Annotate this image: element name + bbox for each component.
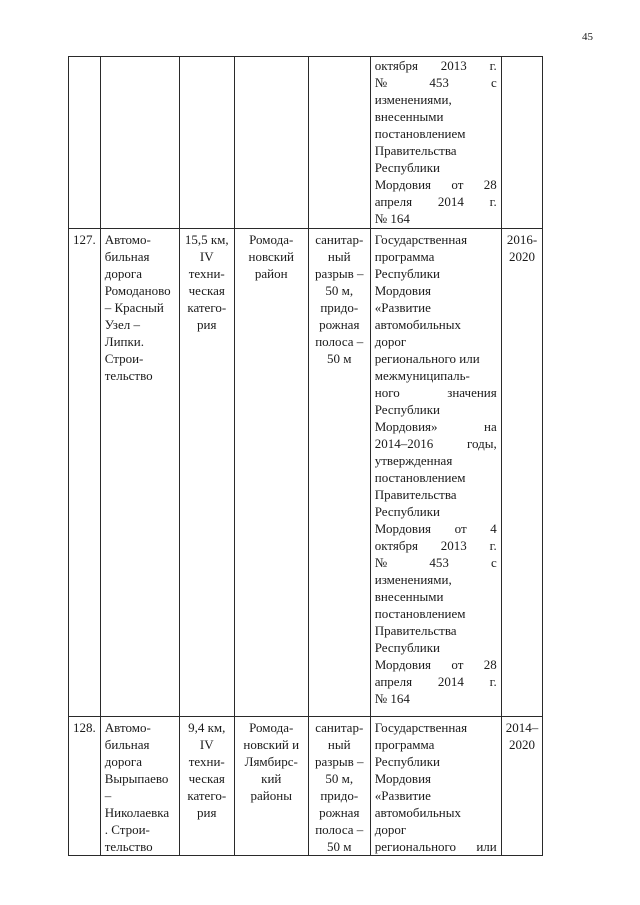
cell-word: № 164 (374, 691, 410, 706)
cell-word: с (490, 75, 497, 90)
cell-word: 2014 (437, 194, 464, 209)
cell-line (375, 125, 497, 142)
number-cell: 128. (69, 717, 101, 856)
cell-word: Правительства (374, 143, 457, 158)
cell-line: – Красный (104, 300, 164, 315)
cell-line: 50 м (327, 839, 352, 854)
cell-line (375, 770, 497, 787)
cell-line: Узел – (104, 317, 140, 332)
cell-line (375, 571, 497, 588)
cell-word: от (451, 177, 464, 192)
location-cell (234, 717, 308, 856)
cell-word: 28 (483, 657, 497, 672)
cell-line (375, 210, 497, 227)
cell-line: тельство (104, 368, 153, 383)
cell-line: ный (327, 249, 351, 264)
cell-line (375, 719, 497, 736)
cell-line (375, 588, 497, 605)
cell-line (375, 57, 497, 74)
cell-line (375, 469, 497, 486)
term-cell (501, 717, 543, 856)
cell-word: на (484, 419, 497, 434)
cell-word: автомобильных (374, 317, 462, 332)
cell-word: октября (374, 58, 418, 73)
cell-word: Мордовия (374, 771, 432, 786)
cell-line (375, 639, 497, 656)
cell-line: санитар- (315, 232, 364, 247)
cell-line: ный (327, 737, 351, 752)
location-cell (234, 57, 308, 229)
cell-word: Республики (374, 754, 440, 769)
cell-word: 28 (483, 177, 497, 192)
cell-word: Правительства (374, 623, 457, 638)
document-table (68, 56, 543, 856)
cell-word: от (451, 657, 464, 672)
cell-line (375, 193, 497, 210)
cell-line: ческая (188, 283, 225, 298)
cell-word: внесенными (374, 109, 444, 124)
cell-line (375, 282, 497, 299)
cell-line: кий (261, 771, 282, 786)
cell-word: регионального или (374, 351, 480, 366)
cell-line: разрыв – (314, 266, 364, 281)
cell-word: № (374, 75, 388, 90)
cell-line: Вырыпаево (104, 771, 169, 786)
cell-word: программа (374, 249, 435, 264)
cell-line: Автомо- (104, 720, 151, 735)
cell-line (375, 554, 497, 571)
term-cell (501, 57, 543, 229)
cell-word: значения (447, 385, 497, 400)
table-row (69, 717, 543, 856)
cell-word: 4 (490, 521, 497, 536)
cell-word: регионального (374, 839, 457, 854)
cell-line (375, 656, 497, 673)
cell-line: . Строи- (104, 822, 150, 837)
cell-line: Лямбирс- (244, 754, 298, 769)
cell-line: рожная (319, 805, 360, 820)
cell-line: придо- (320, 788, 359, 803)
cell-line (375, 333, 497, 350)
cell-word: Государственная (374, 720, 468, 735)
cell-line: новский (248, 249, 295, 264)
cell-word: 453 (429, 555, 449, 570)
cell-word: годы, (467, 436, 497, 451)
cell-line: район (254, 266, 288, 281)
zone-cell (308, 229, 370, 717)
cell-line: катего- (187, 300, 227, 315)
cell-line: 50 м, (325, 771, 354, 786)
cell-line (375, 622, 497, 639)
cell-word: дорог (374, 334, 407, 349)
cell-word: изменениями, (374, 572, 452, 587)
cell-word: дорог (374, 822, 407, 837)
cell-line (375, 316, 497, 333)
cell-line (375, 265, 497, 282)
cell-word: апреля (374, 674, 413, 689)
cell-word: 2013 (440, 58, 467, 73)
cell-word: постановлением (374, 470, 466, 485)
cell-line: 50 м, (325, 283, 354, 298)
cell-line (375, 690, 497, 707)
cell-line: 9,4 км, (188, 720, 226, 735)
cell-word: Мордовия (374, 521, 432, 536)
number-cell (69, 57, 101, 229)
cell-line (375, 384, 497, 401)
table-row (69, 229, 543, 717)
cell-line (375, 108, 497, 125)
cell-line (375, 753, 497, 770)
cell-line: рожная (319, 317, 360, 332)
cell-line: IV (199, 249, 214, 264)
cell-line (375, 486, 497, 503)
cell-line (375, 299, 497, 316)
cell-line: тельство (104, 839, 153, 854)
characteristic-cell (179, 229, 234, 717)
cell-line: IV (199, 737, 214, 752)
cell-line: рия (197, 317, 217, 332)
cell-line (375, 231, 497, 248)
basis-cell (370, 717, 501, 856)
cell-line (375, 787, 497, 804)
cell-word: Правительства (374, 487, 457, 502)
cell-line: придо- (320, 300, 359, 315)
cell-line: – (104, 788, 112, 803)
cell-line: техни- (188, 266, 225, 281)
cell-line (375, 821, 497, 838)
cell-word: ного (374, 385, 400, 400)
table-row (69, 57, 543, 229)
cell-line (375, 418, 497, 435)
cell-word: внесенными (374, 589, 444, 604)
cell-line: Николаевка (104, 805, 170, 820)
cell-word: постановлением (374, 126, 466, 141)
cell-line: 15,5 км, (184, 232, 229, 247)
cell-line (375, 605, 497, 622)
cell-word: «Развитие (374, 788, 431, 803)
cell-word: г. (489, 674, 497, 689)
cell-word: апреля (374, 194, 413, 209)
cell-line (375, 736, 497, 753)
cell-word: № (374, 555, 388, 570)
cell-word: г. (489, 194, 497, 209)
cell-word: 2014–2016 (374, 436, 434, 451)
basis-cell (370, 57, 501, 229)
cell-word: Республики (374, 504, 440, 519)
cell-line: 2014– (505, 720, 539, 735)
page-number: 45 (582, 31, 593, 43)
cell-word: Мордовия (374, 283, 432, 298)
cell-word: «Развитие (374, 300, 431, 315)
cell-line (375, 804, 497, 821)
cell-word: Мордовия (374, 657, 432, 672)
cell-line: полоса – (315, 822, 364, 837)
cell-line: разрыв – (314, 754, 364, 769)
name-cell (100, 57, 179, 229)
cell-line (375, 452, 497, 469)
cell-word: программа (374, 737, 435, 752)
number-cell: 127. (69, 229, 101, 717)
cell-line: 2020 (509, 249, 535, 264)
cell-line: 2020 (509, 737, 535, 752)
cell-word: Государственная (374, 232, 468, 247)
cell-line (375, 367, 497, 384)
cell-word: г. (489, 58, 497, 73)
cell-line: катего- (187, 788, 227, 803)
cell-line (375, 435, 497, 452)
location-cell (234, 229, 308, 717)
cell-word: октября (374, 538, 418, 553)
cell-line (375, 537, 497, 554)
cell-word: Республики (374, 160, 440, 175)
cell-line: Строи- (104, 351, 144, 366)
cell-line: районы (250, 788, 292, 803)
cell-word: Республики (374, 402, 440, 417)
cell-word: Мордовия» (374, 419, 438, 434)
cell-word: г. (489, 538, 497, 553)
cell-word: постановлением (374, 606, 466, 621)
cell-line: бильная (104, 249, 150, 264)
cell-word: Республики (374, 640, 440, 655)
cell-line (375, 248, 497, 265)
cell-line: бильная (104, 737, 150, 752)
characteristic-cell (179, 717, 234, 856)
cell-word: утвержденная (374, 453, 453, 468)
cell-line: техни- (188, 754, 225, 769)
cell-word: межмуниципаль- (374, 368, 470, 383)
cell-line: Ромоданово (104, 283, 171, 298)
cell-word: № 164 (374, 211, 410, 226)
cell-line (375, 401, 497, 418)
cell-line: новский и (243, 737, 300, 752)
cell-line (375, 142, 497, 159)
cell-line (375, 91, 497, 108)
cell-word: автомобильных (374, 805, 462, 820)
cell-word: от (454, 521, 467, 536)
cell-line: дорога (104, 754, 142, 769)
cell-word: 2013 (440, 538, 467, 553)
cell-word: Республики (374, 266, 440, 281)
cell-line: Липки. (104, 334, 145, 349)
cell-line (375, 503, 497, 520)
cell-line: полоса – (315, 334, 364, 349)
term-cell (501, 229, 543, 717)
cell-line: 50 м (327, 351, 352, 366)
cell-word: Мордовия (374, 177, 432, 192)
cell-line: санитар- (315, 720, 364, 735)
cell-line: Ромода- (249, 232, 294, 247)
cell-line: рия (197, 805, 217, 820)
cell-line (375, 838, 497, 855)
cell-line: Ромода- (249, 720, 294, 735)
cell-word: 2014 (437, 674, 464, 689)
cell-line (375, 176, 497, 193)
cell-line: Автомо- (104, 232, 151, 247)
zone-cell (308, 57, 370, 229)
basis-cell (370, 229, 501, 717)
cell-line (375, 74, 497, 91)
zone-cell (308, 717, 370, 856)
cell-word: изменениями, (374, 92, 452, 107)
cell-line: 2016- (506, 232, 538, 247)
cell-line: дорога (104, 266, 142, 281)
cell-line (375, 350, 497, 367)
cell-word: с (490, 555, 497, 570)
cell-line (375, 673, 497, 690)
cell-line: ческая (188, 771, 225, 786)
name-cell (100, 229, 179, 717)
cell-word: или (476, 839, 497, 854)
cell-line (375, 159, 497, 176)
characteristic-cell (179, 57, 234, 229)
cell-word: 453 (429, 75, 449, 90)
cell-line (375, 520, 497, 537)
name-cell (100, 717, 179, 856)
